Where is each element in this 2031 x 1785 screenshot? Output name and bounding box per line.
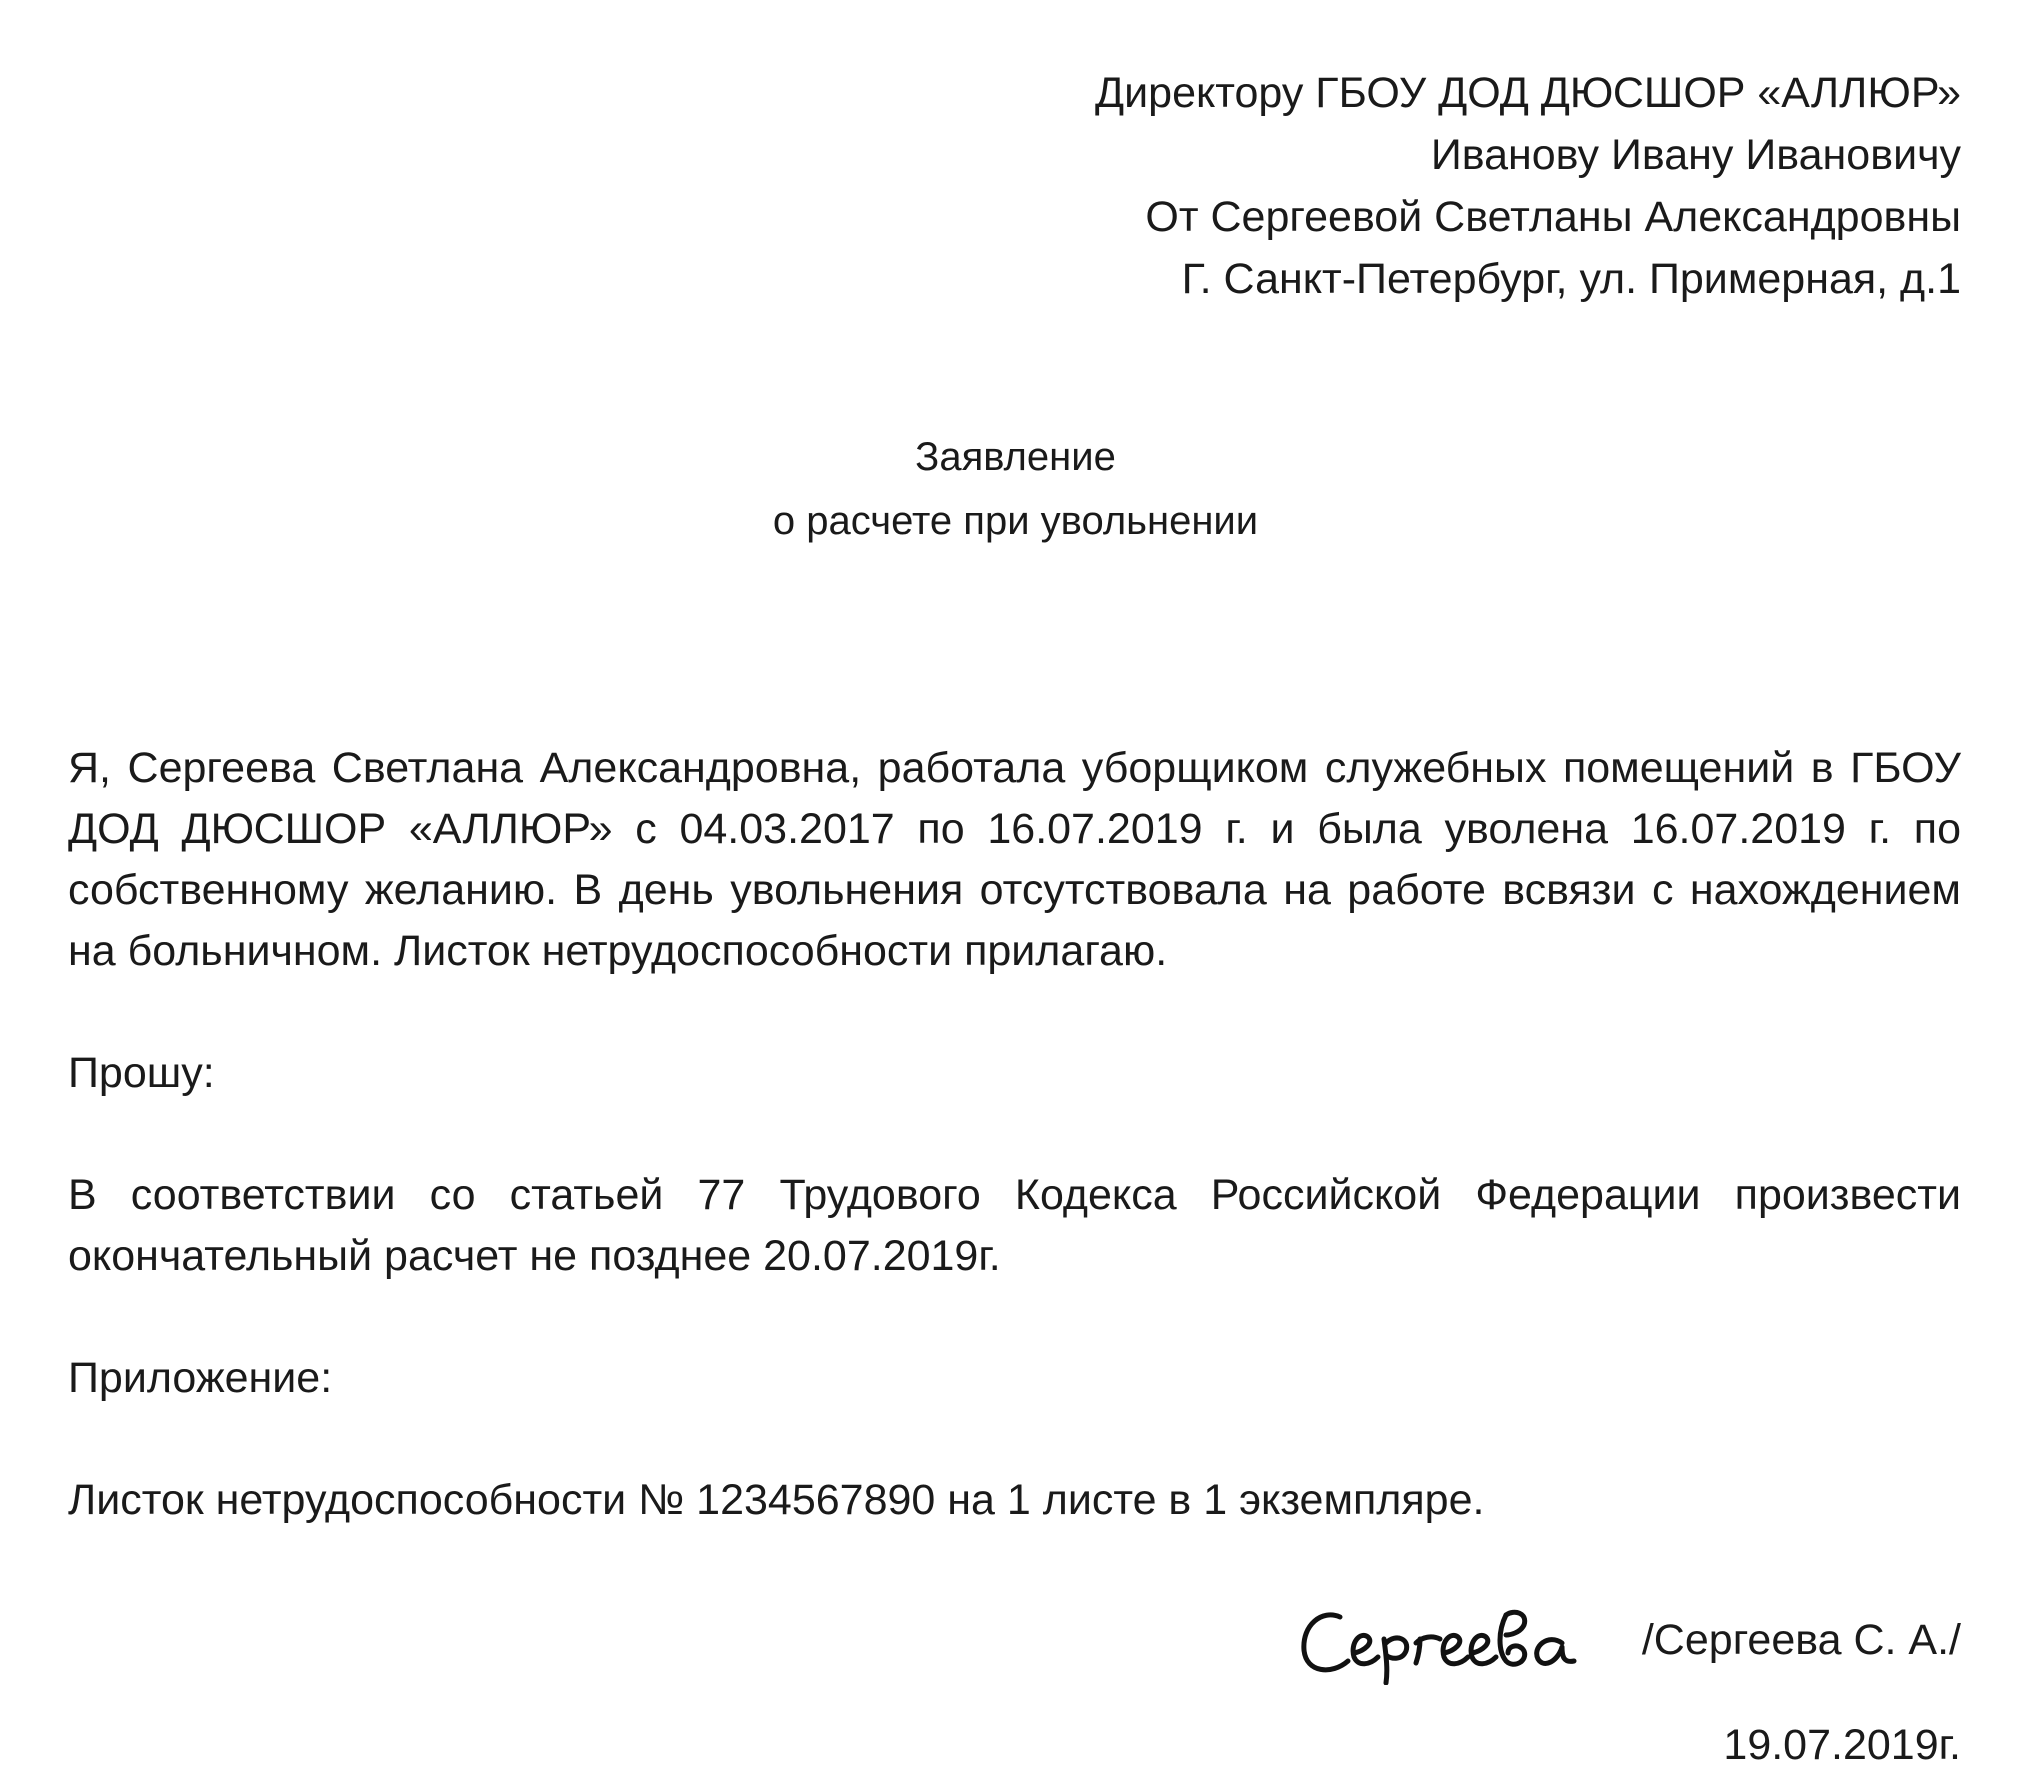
document-title <box>0 425 2031 553</box>
request-label: Прошу: <box>68 1049 215 1097</box>
title-line-2: о расчете при увольнении <box>772 499 1259 543</box>
document-date: 19.07.2019г. <box>1723 1721 1961 1769</box>
handwritten-signature <box>1292 1595 1612 1685</box>
sender-line: От Сергеевой Светланы Александровны <box>1145 193 1961 241</box>
signer-name: /Сергеева С. А./ <box>1641 1615 1961 1664</box>
addressee-line-director: Директору ГБОУ ДОД ДЮСШОР «АЛЛЮР» <box>1095 69 1961 117</box>
paragraph-spacer <box>68 982 1961 1043</box>
title-line-1: Заявление <box>915 435 1116 479</box>
paragraph-spacer <box>68 1287 1961 1348</box>
document-body <box>68 738 1961 1531</box>
paragraph-spacer <box>68 1104 1961 1165</box>
paragraph-spacer <box>68 1409 1961 1470</box>
attachment-label: Приложение: <box>68 1354 333 1402</box>
request-paragraph: В соответствии со статьей 77 Трудового Кодекса Российской Федерации произвести окончательный расчет не позднее 20.07.2019г. <box>68 1171 1961 1280</box>
addressee-line-name: Иванову Ивану Ивановичу <box>1430 131 1961 179</box>
addressee-block <box>761 62 1961 310</box>
attachment-paragraph: Листок нетрудоспособности № 1234567890 на 1 листе в 1 экземпляре. <box>68 1476 1485 1524</box>
sender-address-line: Г. Санкт-Петербург, ул. Примерная, д.1 <box>1181 255 1961 303</box>
statement-paragraph: Я, Сергеева Светлана Александровна, работала уборщиком служебных помещений в ГБОУ ДОД ДЮСШОР «АЛЛЮР» с 04.03.2017 по 16.07.2019 г. и была уволена 16.07.2019 г. по собственному желанию. В день увольнения отсутствовала на работе всвязи с нахождением на больничном. Листок нетрудоспособности прилагаю. <box>68 744 1961 975</box>
signature-row <box>1292 1595 1961 1685</box>
